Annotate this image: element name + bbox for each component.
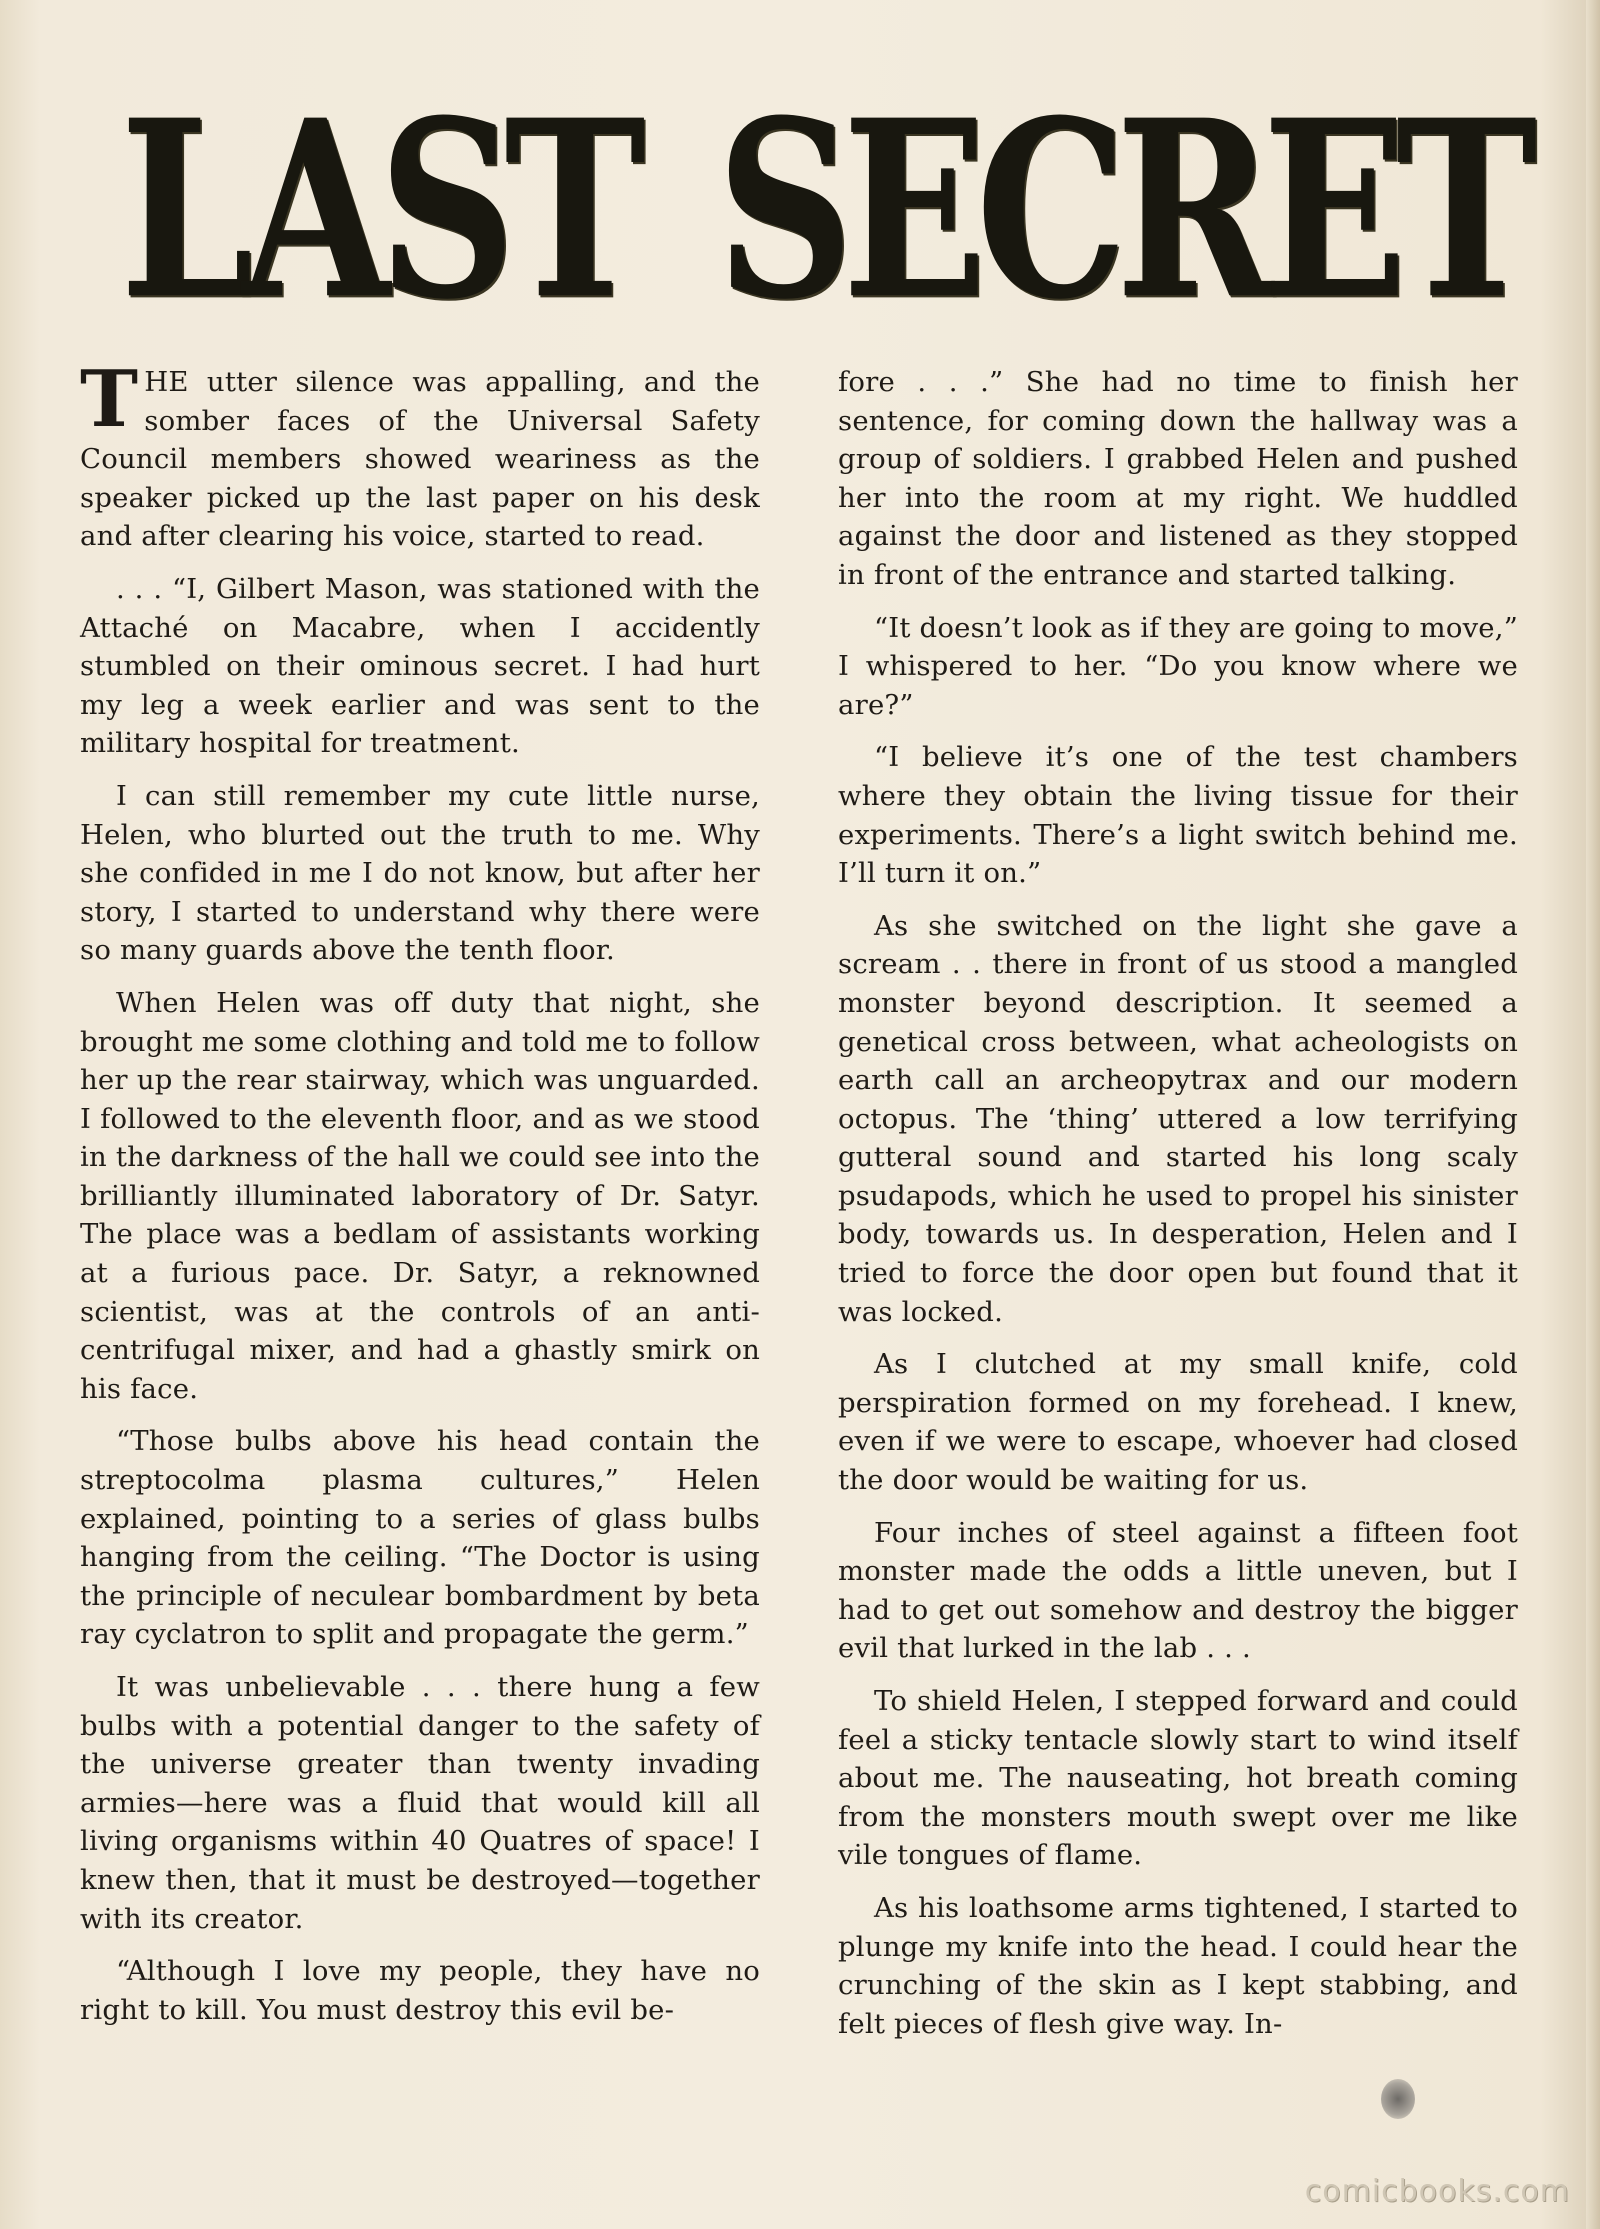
- paragraph: “It doesn’t look as if they are going to move,” I whispered to her. “Do you know where we are?”: [838, 611, 1518, 721]
- paragraph: “Those bulbs above his head contain the streptocolma plasma cultures,” Helen explained, pointing to a series of glass bulbs hanging from the ceiling. “The Doctor is using the principle of neculear bombardment by beta ray cyclatron to split and propagate the germ.”: [80, 1425, 760, 1651]
- left-column: [80, 354, 760, 2043]
- source-watermark: comicbooks.com: [1304, 2174, 1570, 2209]
- paragraph-text: HE utter silence was appalling, and the somber faces of the Universal Safety Council members showed weariness as the speaker picked up the last paper on his desk and after clearing his voice, started to read.: [80, 366, 760, 553]
- paragraph: fore . . .” She had no time to finish her sentence, for coming down the hallway was a group of soldiers. I grabbed Helen and pushed her into the room at my right. We huddled against the door and listened as they stopped in front of the entrance and started talking.: [838, 366, 1518, 591]
- paragraph: As she switched on the light she gave a scream . . there in front of us stood a mangled monster beyond description. It seemed a genetical cross between, what acheologists on earth call an archeopytrax and our modern octopus. The ‘thing’ uttered a low terrifying gutteral sound and started his long scaly psudapods, which he used to propel his sinister body, towards us. In desperation, Helen and I tried to force the door open but found that it was locked.: [838, 909, 1518, 1328]
- title-word-secret: SECRET: [716, 66, 1526, 354]
- paragraph: When Helen was off duty that night, she brought me some clothing and told me to follow her up the rear stairway, which was unguarded. I followed to the eleventh floor, and as we stood in the darkness of the hall we could see into the brilliantly illuminated laboratory of Dr. Satyr. The place was a bedlam of assistants working at a furious pace. Dr. Satyr, a reknowned scientist, was at the controls of an anti-centrifugal mixer, and had a ghastly smirk on his face.: [80, 986, 760, 1405]
- paragraph: [80, 354, 760, 556]
- paragraph: As I clutched at my small knife, cold perspiration formed on my forehead. I knew, even if we were to escape, whoever had closed the door would be waiting for us.: [838, 1348, 1518, 1497]
- paragraph: “I believe it’s one of the test chambers where they obtain the living tissue for their experiments. There’s a light switch behind me. I’ll turn it on.”: [838, 741, 1518, 890]
- paragraph: I can still remember my cute little nurse, Helen, who blurted out the truth to me. Why she confided in me I do not know, but after her story, I started to understand why there were so many guards above the tenth floor.: [80, 779, 760, 967]
- story-title: [120, 66, 1526, 354]
- paragraph: Four inches of steel against a fifteen foot monster made the odds a little uneven, but I had to get out somehow and destroy the bigger evil that lurked in the lab . . .: [838, 1516, 1518, 1665]
- drop-cap: T: [80, 354, 139, 445]
- right-column: [838, 363, 1518, 2057]
- page-edge: [1586, 0, 1600, 2229]
- paragraph: As his loathsome arms tightened, I started to plunge my knife into the head. I could hear the crunching of the skin as I kept stabbing, and felt pieces of flesh give way. In-: [838, 1891, 1518, 2040]
- title-word-last: LAST: [120, 66, 635, 354]
- paragraph: . . . “I, Gilbert Mason, was stationed with the Attaché on Macabre, when I accidently stumbled on their ominous secret. I had hurt my leg a week earlier and was sent to the military hospital for treatment.: [80, 572, 760, 760]
- ink-smudge: [1381, 2079, 1415, 2119]
- paragraph: “Although I love my people, they have no right to kill. You must destroy this evil be-: [80, 1955, 760, 2026]
- paragraph: It was unbelievable . . . there hung a few bulbs with a potential danger to the safety of the universe greater than twenty invading armies—here was a fluid that would kill all living organisms within 40 Quatres of space! I knew then, that it must be destroyed—together with its creator.: [80, 1671, 760, 1935]
- paragraph: To shield Helen, I stepped forward and could feel a sticky tentacle slowly start to wind itself about me. The nauseating, hot breath coming from the monsters mouth swept over me like vile tongues of flame.: [838, 1685, 1518, 1872]
